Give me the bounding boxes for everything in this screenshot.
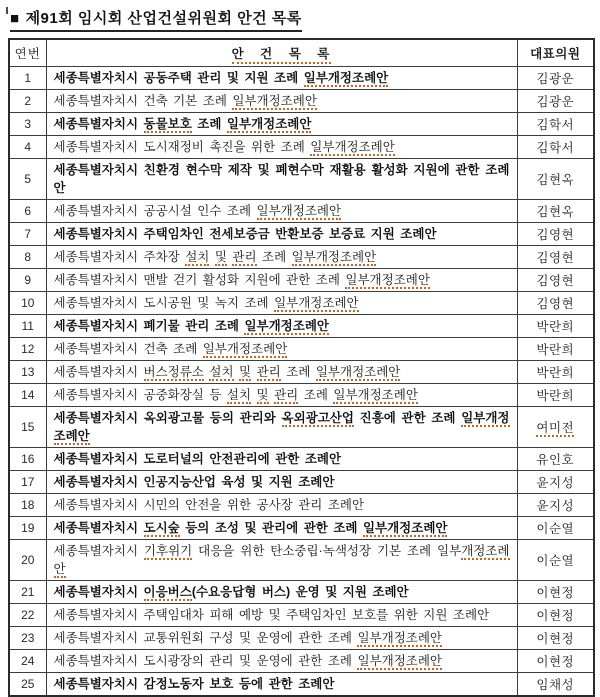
agenda-text-spellcheck-underline: 및 <box>256 388 269 402</box>
agenda-text-spellcheck-underline: 관리 <box>232 250 257 264</box>
agenda-text-spellcheck-underline: 기후위기 <box>143 544 193 558</box>
agenda-text: 세종특별자치시 <box>53 365 144 379</box>
table-row <box>9 113 594 136</box>
table-row <box>9 90 594 113</box>
agenda-title-cell <box>46 159 517 200</box>
table-row <box>9 338 594 361</box>
row-number-cell: 3 <box>9 113 46 136</box>
representative-name: 여미전 <box>536 421 575 435</box>
representative-cell <box>517 627 594 650</box>
row-number-cell: 19 <box>9 517 46 540</box>
representative-cell <box>517 269 594 292</box>
agenda-text: 대응을 위한 탄소중립·녹색성장 기본 조례 일부 <box>192 544 462 558</box>
representative-name: 이현정 <box>536 609 575 623</box>
agenda-text-spellcheck-underline: 일부개정조례안 <box>53 411 510 443</box>
table-row <box>9 223 594 246</box>
representative-cell <box>517 90 594 113</box>
agenda-text-spellcheck-underline: 버스정류소 <box>143 365 204 379</box>
representative-cell <box>517 604 594 627</box>
agenda-text-spellcheck-underline: 일부개정조례안 <box>226 117 312 131</box>
table-row <box>9 361 594 384</box>
agenda-text: 세종특별자치시 <box>53 521 144 535</box>
representative-cell <box>517 292 594 315</box>
column-header-agenda <box>46 39 517 67</box>
agenda-text: 세종특별자치시 <box>53 117 144 131</box>
agenda-text-spellcheck-underline: 일부개정조례안 <box>202 342 288 356</box>
table-row <box>9 384 594 407</box>
agenda-title-cell <box>46 269 517 292</box>
table-row <box>9 269 594 292</box>
agenda-title-cell <box>46 136 517 159</box>
agenda-title-cell <box>46 673 517 697</box>
representative-cell <box>517 113 594 136</box>
representative-cell <box>517 581 594 604</box>
table-row <box>9 315 594 338</box>
row-number-cell: 13 <box>9 361 46 384</box>
representative-name: 김영현 <box>536 274 575 288</box>
row-number-cell: 12 <box>9 338 46 361</box>
agenda-text-spellcheck-underline: 도시숲 <box>143 521 180 535</box>
agenda-text-spellcheck-underline: 일부개정조례안 <box>274 296 359 310</box>
agenda-text: 조례 <box>191 117 227 131</box>
row-number-cell: 6 <box>9 200 46 223</box>
crop-artifact <box>6 7 8 14</box>
agenda-text-spellcheck-underline: 관리 <box>274 388 299 402</box>
agenda-text-spellcheck-underline: 옥외광고산업 <box>281 411 354 425</box>
representative-cell <box>517 361 594 384</box>
page-title <box>10 7 600 32</box>
representative-cell <box>517 246 594 269</box>
row-number-cell: 25 <box>9 673 46 697</box>
column-header-representative: 대표의원 <box>517 39 594 67</box>
representative-name: 김영현 <box>536 297 575 311</box>
agenda-text-spellcheck-underline: 일부개정조례안 <box>291 250 377 264</box>
agenda-text: 세종특별자치시 건축 기본 조례 <box>53 94 233 108</box>
agenda-text: 세종특별자치시 친환경 현수막 제작 및 폐현수막 재활용 활성화 지원에 관한 조례안 <box>53 163 510 195</box>
agenda-title-cell <box>46 113 517 136</box>
table-row <box>9 471 594 494</box>
agenda-text: 조례 <box>298 388 334 402</box>
row-number-cell: 21 <box>9 581 46 604</box>
representative-name: 김학서 <box>536 118 575 132</box>
table-row <box>9 540 594 581</box>
representative-name: 박란희 <box>536 320 575 334</box>
agenda-table <box>8 38 595 697</box>
agenda-title-cell <box>46 384 517 407</box>
agenda-title-cell <box>46 581 517 604</box>
row-number-cell: 17 <box>9 471 46 494</box>
agenda-text: 진흥에 관한 조례 <box>353 411 462 425</box>
representative-cell <box>517 223 594 246</box>
page-title-text: 제91회 임시회 산업건설위원회 안건 목록 <box>25 10 302 27</box>
row-number-cell: 2 <box>9 90 46 113</box>
column-header-number: 연번 <box>9 39 46 67</box>
agenda-title-cell <box>46 361 517 384</box>
representative-cell <box>517 136 594 159</box>
representative-cell <box>517 384 594 407</box>
agenda-text-spellcheck-underline: 일부개정조례안 <box>333 388 418 402</box>
agenda-text: 세종특별자치시 공중화장실 등 <box>53 388 227 402</box>
agenda-text-spellcheck-underline: 일부개정조례안 <box>256 204 342 218</box>
agenda-title-cell <box>46 540 517 581</box>
row-number-cell: 22 <box>9 604 46 627</box>
agenda-text: 세종특별자치시 감정노동자 보호 등에 관한 조례안 <box>53 677 335 691</box>
table-row <box>9 136 594 159</box>
representative-cell <box>517 159 594 200</box>
representative-name: 임채성 <box>536 678 575 692</box>
table-row <box>9 494 594 517</box>
agenda-title-cell <box>46 315 517 338</box>
agenda-text: 세종특별자치시 인공지능산업 육성 및 지원 조례안 <box>53 475 335 489</box>
agenda-text: 세종특별자치시 주택임차인 전세보증금 반환보증 보증료 지원 조례안 <box>53 227 437 241</box>
agenda-title-cell <box>46 200 517 223</box>
row-number-cell: 8 <box>9 246 46 269</box>
representative-name: 이현정 <box>536 586 575 600</box>
agenda-text: 세종특별자치시 건축 조례 <box>53 342 203 356</box>
representative-name: 박란희 <box>536 389 575 403</box>
table-row <box>9 627 594 650</box>
representative-cell <box>517 673 594 697</box>
representative-name: 김광운 <box>536 95 575 109</box>
representative-name: 이현정 <box>536 655 575 669</box>
agenda-text-spellcheck-underline: 이응버스 <box>143 585 192 599</box>
row-number-cell: 9 <box>9 269 46 292</box>
agenda-text-spellcheck-underline: 설치 <box>185 250 210 264</box>
agenda-text-spellcheck-underline: 일부개정조례안 <box>357 631 442 645</box>
agenda-text: 세종특별자치시 공동주택 관리 및 지원 조례 <box>53 71 304 85</box>
representative-name: 윤지성 <box>536 476 575 490</box>
agenda-title-cell <box>46 627 517 650</box>
representative-cell <box>517 407 594 448</box>
representative-cell <box>517 200 594 223</box>
agenda-title-cell <box>46 292 517 315</box>
agenda-text-spellcheck-underline: 일부개정조례안 <box>232 94 317 108</box>
agenda-text: 세종특별자치시 도로터널의 안전관리에 관한 조례안 <box>53 452 342 466</box>
table-row <box>9 448 594 471</box>
agenda-text: 세종특별자치시 주택임대차 피해 예방 및 주택임차인 보호를 위한 지원 조례안 <box>53 608 490 622</box>
table-row <box>9 604 594 627</box>
agenda-title-cell <box>46 494 517 517</box>
table-row <box>9 581 594 604</box>
agenda-title-cell <box>46 517 517 540</box>
representative-name: 박란희 <box>536 366 575 380</box>
table-row <box>9 650 594 673</box>
agenda-text-spellcheck-underline: 일부개정조례안 <box>310 140 395 154</box>
agenda-text: 세종특별자치시 <box>53 544 144 558</box>
table-row <box>9 67 594 90</box>
table-row <box>9 246 594 269</box>
agenda-text-spellcheck-underline: 일부개정조례안 <box>357 654 442 668</box>
agenda-text: 세종특별자치시 공공시설 인수 조례 <box>53 204 257 218</box>
representative-cell <box>517 517 594 540</box>
agenda-text-spellcheck-underline: 개정조례안 <box>53 544 510 576</box>
agenda-title-cell <box>46 67 517 90</box>
agenda-text: 세종특별자치시 주차장 <box>53 250 186 264</box>
column-header-agenda-text: 안 건 목 록 <box>232 47 332 64</box>
agenda-text-spellcheck-underline: 일부개정조례안 <box>345 273 430 287</box>
table-row <box>9 407 594 448</box>
representative-name: 김영현 <box>536 251 575 265</box>
agenda-text-spellcheck-underline: 관리 <box>256 365 281 379</box>
agenda-text-spellcheck-underline: 동물보호 <box>143 117 192 131</box>
agenda-title-cell <box>46 448 517 471</box>
page-title-underlined <box>10 7 302 32</box>
representative-cell <box>517 338 594 361</box>
representative-name: 박란희 <box>536 343 575 357</box>
agenda-text <box>251 388 256 402</box>
row-number-cell: 18 <box>9 494 46 517</box>
table-row <box>9 673 594 697</box>
agenda-title-cell <box>46 604 517 627</box>
agenda-text: 조례 <box>256 250 292 264</box>
representative-cell <box>517 494 594 517</box>
table-row <box>9 517 594 540</box>
agenda-title-cell <box>46 90 517 113</box>
row-number-cell: 1 <box>9 67 46 90</box>
agenda-text: 세종특별자치시 도시공원 및 녹지 조례 <box>53 296 275 310</box>
agenda-title-cell <box>46 223 517 246</box>
representative-name: 김현옥 <box>536 205 575 219</box>
representative-name: 이순열 <box>536 554 575 568</box>
row-number-cell: 20 <box>9 540 46 581</box>
table-header-row <box>9 39 594 67</box>
agenda-title-cell <box>46 338 517 361</box>
agenda-text <box>251 365 256 379</box>
agenda-title-cell <box>46 246 517 269</box>
agenda-text: 세종특별자치시 옥외광고물 등의 관리와 <box>53 411 282 425</box>
agenda-text-spellcheck-underline: 설치 <box>226 388 252 402</box>
agenda-text: 등의 조성 및 관리에 관한 조례 <box>179 521 363 535</box>
title-bullet-icon: ■ <box>10 10 20 27</box>
agenda-text: 세종특별자치시 시민의 안전을 위한 공사장 관리 조례안 <box>53 498 365 512</box>
representative-name: 윤지성 <box>536 499 575 513</box>
row-number-cell: 23 <box>9 627 46 650</box>
representative-cell <box>517 540 594 581</box>
agenda-title-cell <box>46 407 517 448</box>
representative-cell <box>517 650 594 673</box>
table-row <box>9 159 594 200</box>
row-number-cell: 11 <box>9 315 46 338</box>
agenda-title-cell <box>46 650 517 673</box>
row-number-cell: 5 <box>9 159 46 200</box>
row-number-cell: 15 <box>9 407 46 448</box>
representative-name: 김현옥 <box>536 173 575 187</box>
agenda-text-spellcheck-underline: 일부개정조례안 <box>244 319 329 333</box>
representative-name: 김광운 <box>536 72 575 86</box>
row-number-cell: 4 <box>9 136 46 159</box>
table-row <box>9 200 594 223</box>
table-row <box>9 292 594 315</box>
representative-name: 유인호 <box>536 453 575 467</box>
agenda-text-spellcheck-underline: 설치 <box>209 365 234 379</box>
agenda-text: 조례 <box>280 365 316 379</box>
agenda-table-body <box>9 67 594 697</box>
agenda-text-spellcheck-underline: 및 <box>214 250 227 264</box>
representative-name: 김학서 <box>536 141 575 155</box>
representative-cell <box>517 448 594 471</box>
representative-cell <box>517 471 594 494</box>
agenda-title-cell <box>46 471 517 494</box>
agenda-text-spellcheck-underline: 및 <box>239 365 252 379</box>
agenda-text: 세종특별자치시 교통위원회 구성 및 운영에 관한 조례 <box>53 631 358 645</box>
agenda-text: 세종특별자치시 맨발 걷기 활성화 지원에 관한 조례 <box>53 273 346 287</box>
agenda-text: 세종특별자치시 도시재정비 촉진을 위한 조례 <box>53 140 311 154</box>
row-number-cell: 14 <box>9 384 46 407</box>
agenda-text: 세종특별자치시 도시광장의 관리 및 운영에 관한 조례 <box>53 654 358 668</box>
row-number-cell: 7 <box>9 223 46 246</box>
row-number-cell: 16 <box>9 448 46 471</box>
agenda-text-spellcheck-underline: 일부개정조례안 <box>315 365 401 379</box>
agenda-text: (수요응답형 버스) 운영 및 지원 조례안 <box>191 585 409 599</box>
agenda-text: 세종특별자치시 폐기물 관리 조례 <box>53 319 245 333</box>
row-number-cell: 24 <box>9 650 46 673</box>
representative-name: 이순열 <box>536 522 575 536</box>
agenda-text-spellcheck-underline: 일부개정조례안 <box>303 71 389 85</box>
agenda-text: 세종특별자치시 <box>53 585 144 599</box>
representative-name: 이현정 <box>536 632 575 646</box>
row-number-cell: 10 <box>9 292 46 315</box>
agenda-text-spellcheck-underline: 일부개정조례안 <box>362 521 448 535</box>
representative-cell <box>517 315 594 338</box>
representative-cell <box>517 67 594 90</box>
representative-name: 김영현 <box>536 228 575 242</box>
